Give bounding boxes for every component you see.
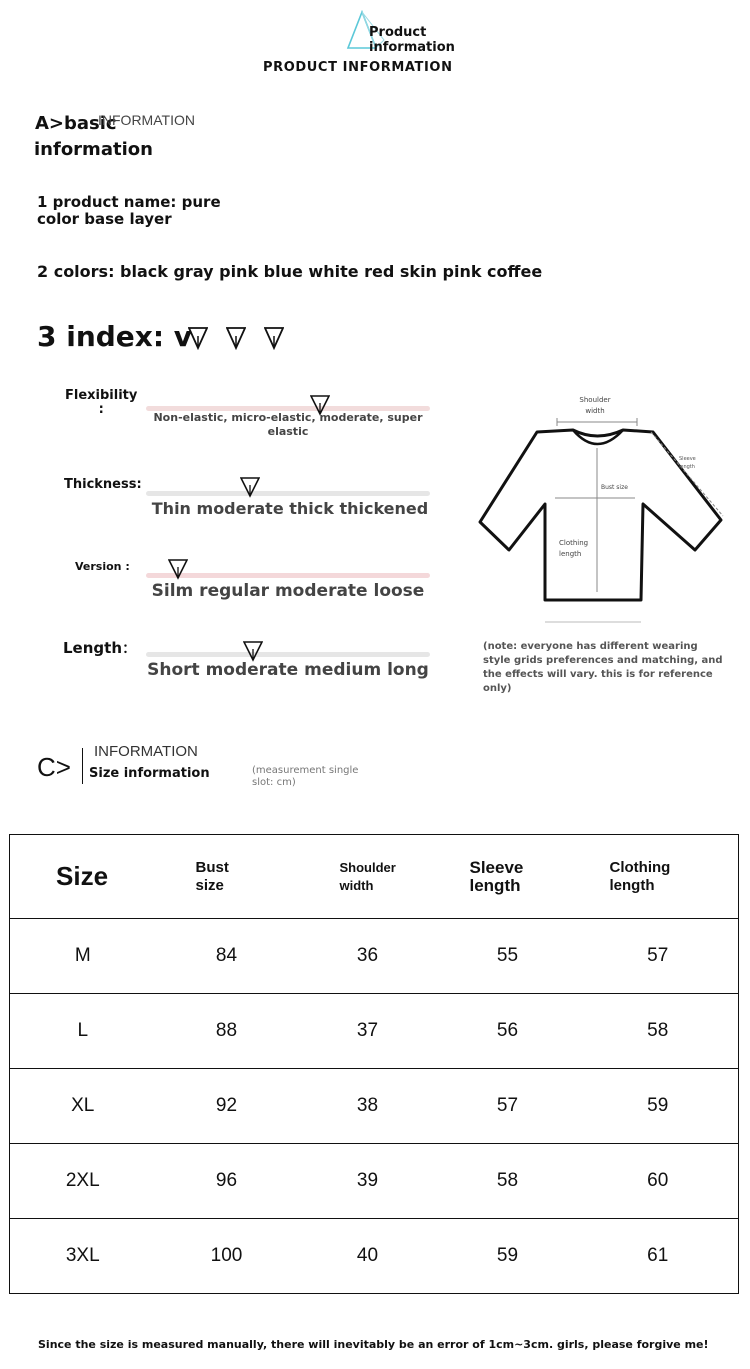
table-cell: 96 [156, 1144, 298, 1219]
product-colors: 2 colors: black gray pink blue white red skin pink coffee [37, 262, 543, 281]
basic-heading-overlay: INFORMATION [98, 112, 195, 128]
index-arrow-icon [264, 326, 284, 350]
header-badge-line1: Product [369, 25, 427, 40]
table-cell: L [10, 994, 156, 1069]
version-label: Version : [75, 560, 130, 573]
table-cell: 37 [298, 994, 438, 1069]
table-cell: 2XL [10, 1144, 156, 1219]
length-marker-icon [243, 640, 263, 662]
table-cell: 88 [156, 994, 298, 1069]
length-bar [146, 652, 430, 657]
length-options: Short moderate medium long [147, 660, 429, 680]
table-cell: 38 [298, 1069, 438, 1144]
table-cell: 36 [298, 919, 438, 994]
table-cell: 59 [578, 1069, 739, 1144]
basic-heading: A>basic [35, 113, 117, 134]
table-cell: 57 [438, 1069, 578, 1144]
col-header-shoulder: Shoulder width [339, 859, 396, 893]
table-row [10, 994, 739, 1069]
table-cell: 59 [438, 1219, 578, 1294]
table-header-row [10, 835, 739, 919]
page-title: PRODUCT INFORMATION [263, 60, 453, 75]
index-arrow-icon [188, 326, 208, 350]
basic-heading-line2: information [34, 139, 153, 160]
table-cell: 56 [438, 994, 578, 1069]
thickness-options: Thin moderate thick thickened [151, 499, 429, 518]
product-name: 1 product name: pure color base layer [37, 193, 221, 228]
size-table [9, 834, 739, 1294]
table-row [10, 1144, 739, 1219]
thickness-marker-icon [240, 476, 260, 498]
thickness-bar [146, 491, 430, 496]
size-section-info-label: INFORMATION [94, 743, 198, 760]
size-section-title: Size information [89, 766, 210, 781]
index-arrow-icon [226, 326, 246, 350]
table-cell: 58 [578, 994, 739, 1069]
table-cell: 100 [156, 1219, 298, 1294]
col-header-clothing: Clothing length [609, 858, 671, 894]
col-header-sleeve: Sleeve length [469, 857, 524, 895]
table-cell: 60 [578, 1144, 739, 1219]
table-cell: 57 [578, 919, 739, 994]
table-cell: M [10, 919, 156, 994]
version-bar [146, 573, 430, 578]
table-cell: 40 [298, 1219, 438, 1294]
table-row [10, 919, 739, 994]
size-section-prefix: C> [37, 752, 71, 782]
table-cell: 3XL [10, 1219, 156, 1294]
footer-disclaimer: Since the size is measured manually, there will inevitably be an error of 1cm~3cm. girls, please forgive me! [38, 1338, 709, 1351]
garment-diagram [475, 392, 730, 627]
table-cell: 84 [156, 919, 298, 994]
table-row [10, 1219, 739, 1294]
table-cell: 55 [438, 919, 578, 994]
header-badge [369, 25, 455, 55]
col-header-bust: Bust size [195, 858, 229, 894]
bust-size-label: Bust size [601, 484, 628, 491]
version-options: Silm regular moderate loose [151, 581, 425, 601]
table-row [10, 1069, 739, 1144]
fit-note: (note: everyone has different wearing style grids preferences and matching, and the effects will vary. this is for reference only) [483, 641, 723, 694]
table-cell: XL [10, 1069, 156, 1144]
shirt-outline-icon [475, 392, 730, 627]
table-cell: 61 [578, 1219, 739, 1294]
table-cell: 92 [156, 1069, 298, 1144]
version-marker-icon [168, 558, 188, 580]
size-section-divider [82, 748, 83, 784]
shoulder-width-label: Shoulder width [579, 396, 611, 415]
table-cell: 58 [438, 1144, 578, 1219]
flexibility-label: Flexibility : [65, 388, 138, 417]
table-cell: 39 [298, 1144, 438, 1219]
clothing-length-label: Clothing length [559, 539, 589, 558]
header-badge-line2: information [369, 40, 455, 55]
size-unit-note: (measurement single slot: cm) [252, 765, 359, 788]
flexibility-options: Non-elastic, micro-elastic, moderate, super elastic [153, 411, 423, 438]
sleeve-length-label: Sleeve length [679, 456, 696, 470]
col-header-size: Size [56, 861, 109, 891]
product-index: 3 index: v [37, 320, 193, 353]
length-label: Length： [63, 639, 137, 657]
thickness-label: Thickness: [64, 477, 142, 492]
